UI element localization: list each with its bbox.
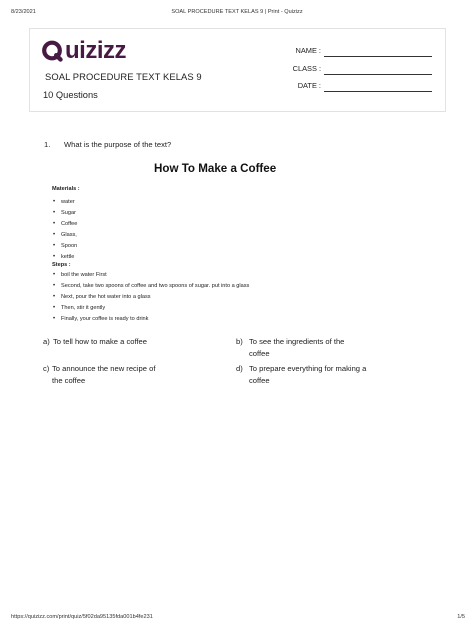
- option-d[interactable]: [236, 363, 406, 389]
- option-letter: a): [43, 337, 50, 346]
- option-a[interactable]: [43, 336, 213, 362]
- print-page-title: SOAL PROCEDURE TEXT KELAS 9 | Print - Quizizz: [171, 9, 303, 15]
- list-item: • water: [52, 197, 77, 208]
- list-item: • kettle: [52, 252, 77, 263]
- date-label: DATE :: [297, 81, 321, 90]
- list-item: • boil the water First: [52, 270, 249, 281]
- question-count: 10 Questions: [43, 90, 98, 100]
- print-url: https://quizizz.com/print/quiz/5f02da95135fda001b4fe231: [11, 614, 153, 620]
- class-label: CLASS :: [292, 64, 321, 73]
- list-item: • Glass,: [52, 230, 77, 241]
- list-item: • Then, stir it gently: [52, 303, 249, 314]
- date-field: [250, 81, 434, 93]
- list-item: • Finally, your coffee is ready to drink: [52, 314, 249, 325]
- quizizz-logo-text: uizizz: [65, 37, 126, 64]
- steps-heading: Steps :: [52, 262, 71, 268]
- option-c[interactable]: [43, 363, 213, 389]
- option-letter: c): [43, 364, 50, 373]
- passage-title: How To Make a Coffee: [154, 162, 277, 175]
- list-item: • Second, take two spoons of coffee and two spoons of sugar. put into a glass: [52, 281, 249, 292]
- name-line: [324, 56, 432, 57]
- print-header: [0, 9, 474, 19]
- materials-heading: Materials :: [52, 186, 80, 192]
- option-b[interactable]: [236, 336, 406, 362]
- print-footer: [0, 614, 474, 624]
- option-text: To see the ingredients of the coffee: [249, 337, 345, 358]
- question-text: What is the purpose of the text?: [64, 140, 172, 149]
- date-line: [324, 91, 432, 92]
- list-item: • Next, pour the hot water into a glass: [52, 292, 249, 303]
- name-field: [250, 46, 434, 58]
- class-field: [250, 64, 434, 76]
- option-text: To announce the new recipe of the coffee: [52, 364, 156, 385]
- class-line: [324, 74, 432, 75]
- option-letter: d): [236, 364, 243, 373]
- print-date: 8/23/2021: [11, 9, 36, 15]
- option-text: To tell how to make a coffee: [53, 337, 147, 346]
- quizizz-q-icon: [41, 39, 65, 63]
- steps-list: [52, 270, 249, 325]
- question-number: 1.: [44, 140, 51, 149]
- list-item: • Coffee: [52, 219, 77, 230]
- option-text: To prepare everything for making a coffee: [249, 364, 367, 385]
- option-letter: b): [236, 337, 243, 346]
- materials-list: [52, 197, 77, 263]
- list-item: • Spoon: [52, 241, 77, 252]
- page-number: 1/5: [457, 614, 465, 620]
- quiz-title: SOAL PROCEDURE TEXT KELAS 9: [45, 71, 202, 82]
- name-label: NAME :: [295, 46, 321, 55]
- list-item: • Sugar: [52, 208, 77, 219]
- quizizz-logo: [41, 38, 126, 64]
